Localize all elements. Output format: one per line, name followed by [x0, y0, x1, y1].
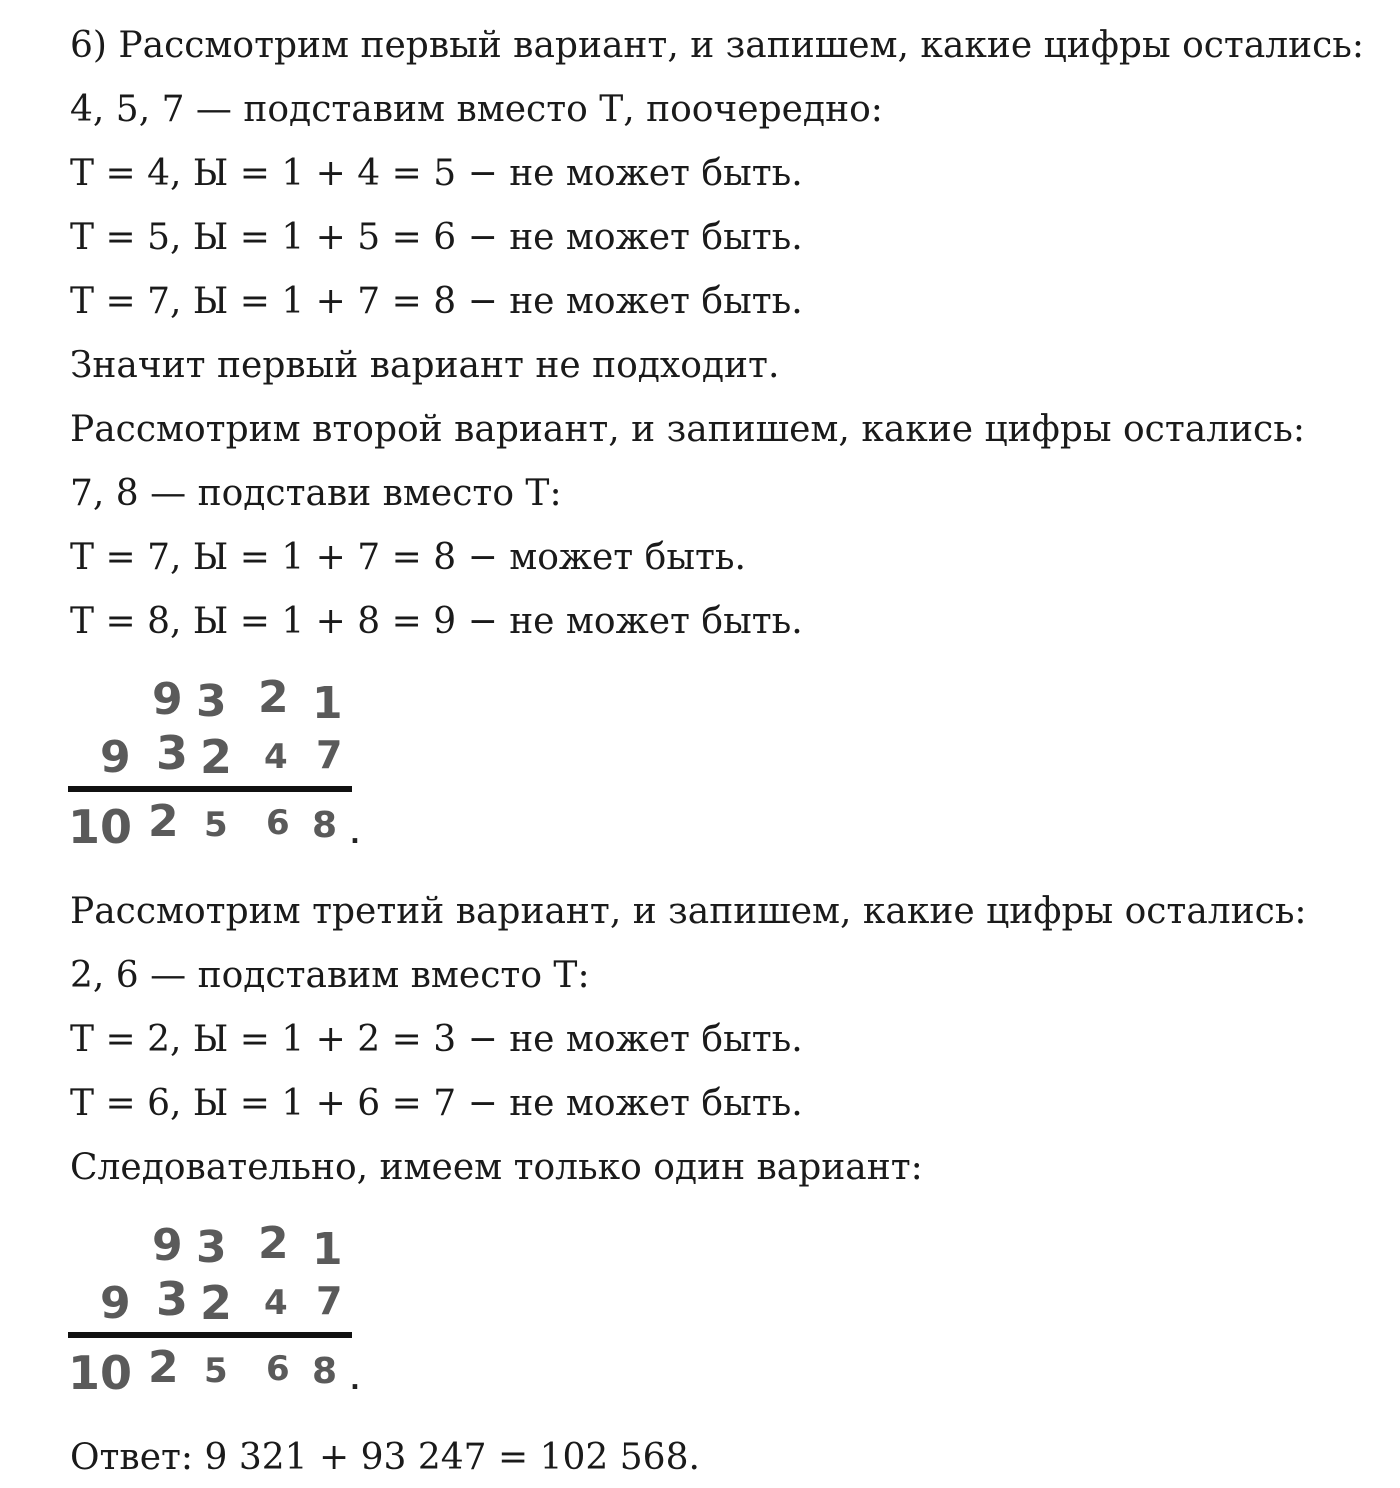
result-digit-1: 10	[68, 1346, 133, 1400]
column-addition-1	[60, 670, 380, 860]
result-digit-3: 5	[204, 1351, 228, 1391]
top-digit-3: 2	[258, 1218, 289, 1269]
result-digit-4: 6	[266, 1349, 290, 1389]
result-digit-2: 2	[148, 1342, 179, 1393]
text-line-2: 4, 5, 7 — подставим вместо Т, поочередно:	[70, 89, 883, 130]
middle-digit-4: 4	[264, 1283, 288, 1323]
text-line-10: Т = 8, Ы = 1 + 8 = 9 − не может быть.	[70, 601, 803, 642]
column-addition-2	[60, 1216, 380, 1406]
middle-digit-1: 9	[100, 1278, 131, 1329]
top-digit-2: 3	[196, 1222, 227, 1273]
trailing-dot: .	[350, 820, 360, 850]
text-line-6: Значит первый вариант не подходит.	[70, 345, 780, 386]
text-line-1: 6) Рассмотрим первый вариант, и запишем, какие цифры остались:	[70, 25, 1365, 66]
result-digit-5: 8	[312, 1351, 338, 1392]
text-line-3: Т = 4, Ы = 1 + 4 = 5 − не может быть.	[70, 153, 803, 194]
text-line-15: Следовательно, имеем только один вариант:	[70, 1147, 923, 1188]
top-digit-4: 1	[312, 678, 343, 729]
text-line-8: 7, 8 — подстави вместо Т:	[70, 473, 562, 514]
sum-line	[68, 786, 352, 792]
sum-line	[68, 1332, 352, 1338]
top-digit-4: 1	[312, 1224, 343, 1275]
middle-digit-2: 3	[156, 726, 189, 780]
top-digit-1: 9	[152, 674, 183, 725]
result-digit-4: 6	[266, 803, 290, 843]
middle-digit-4: 4	[264, 737, 288, 777]
result-digit-3: 5	[204, 805, 228, 845]
middle-digit-5: 7	[316, 1279, 343, 1323]
result-digit-1: 10	[68, 800, 133, 854]
text-line-7: Рассмотрим второй вариант, и запишем, какие цифры остались:	[70, 409, 1305, 450]
result-digit-2: 2	[148, 796, 179, 847]
middle-digit-2: 3	[156, 1272, 189, 1326]
text-line-11: Рассмотрим третий вариант, и запишем, какие цифры остались:	[70, 891, 1307, 932]
top-digit-1: 9	[152, 1220, 183, 1271]
middle-digit-5: 7	[316, 733, 343, 777]
text-line-13: Т = 2, Ы = 1 + 2 = 3 − не может быть.	[70, 1019, 803, 1060]
text-line-12: 2, 6 — подставим вместо Т:	[70, 955, 590, 996]
text-line-5: Т = 7, Ы = 1 + 7 = 8 − не может быть.	[70, 281, 803, 322]
answer-line: Ответ: 9 321 + 93 247 = 102 568.	[70, 1437, 700, 1478]
trailing-dot: .	[350, 1366, 360, 1396]
middle-digit-1: 9	[100, 732, 131, 783]
middle-digit-3: 2	[200, 730, 233, 784]
text-line-9: Т = 7, Ы = 1 + 7 = 8 − может быть.	[70, 537, 746, 578]
top-digit-3: 2	[258, 672, 289, 723]
text-line-4: Т = 5, Ы = 1 + 5 = 6 − не может быть.	[70, 217, 803, 258]
top-digit-2: 3	[196, 676, 227, 727]
result-digit-5: 8	[312, 805, 338, 846]
middle-digit-3: 2	[200, 1276, 233, 1330]
text-line-14: Т = 6, Ы = 1 + 6 = 7 − не может быть.	[70, 1083, 803, 1124]
